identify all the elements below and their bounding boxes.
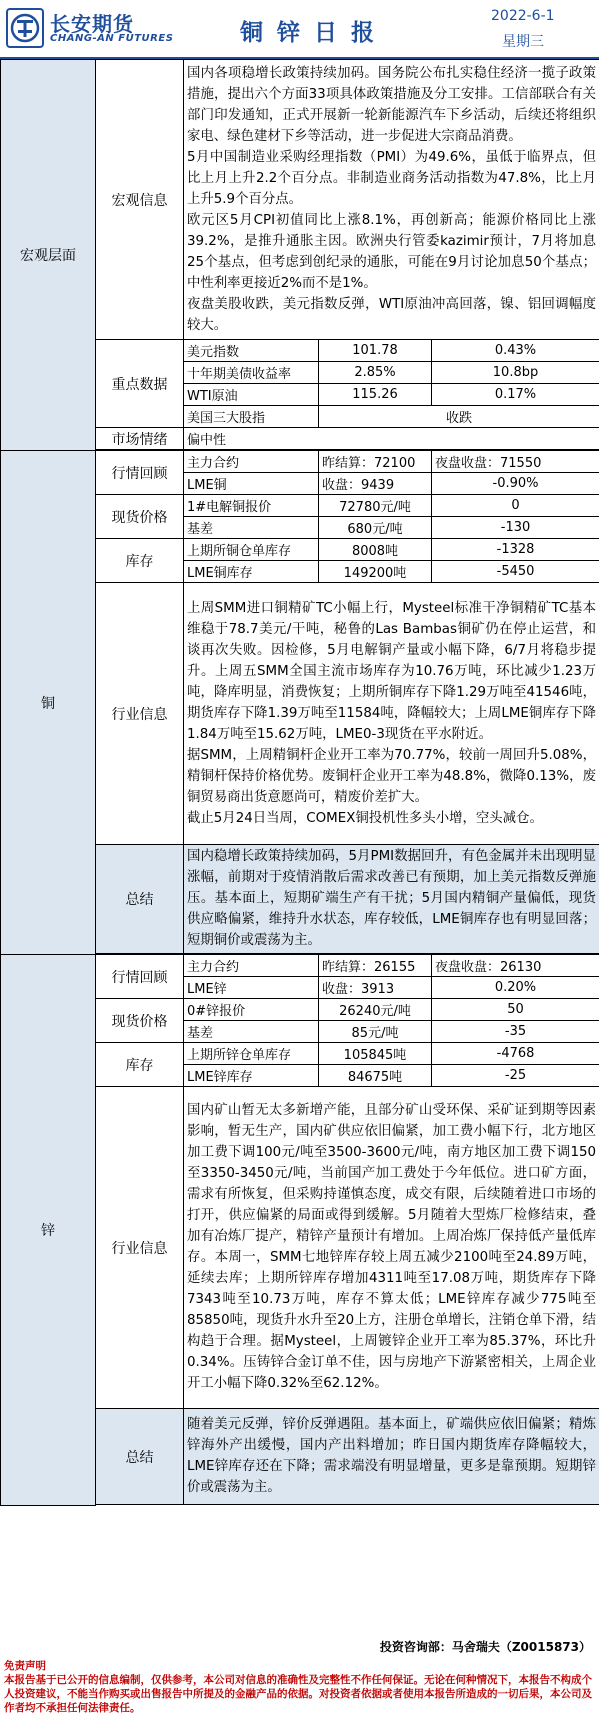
zinc-lme-name: LME锌 bbox=[184, 977, 319, 999]
zinc-inventory-label: 库存 bbox=[96, 1043, 184, 1087]
key-row-value: 2.85% bbox=[319, 362, 432, 384]
copper-spot-change: 0 bbox=[432, 495, 599, 517]
zinc-spot-label: 现货价格 bbox=[96, 999, 184, 1043]
copper-main-settle: 昨结算：72100 bbox=[319, 451, 432, 473]
company-name-cn: 长安期货 bbox=[50, 8, 134, 37]
key-row-name: 十年期美债收益率 bbox=[184, 362, 319, 384]
copper-inv1-value: 8008吨 bbox=[319, 539, 432, 561]
copper-industry-text bbox=[184, 583, 599, 845]
copper-summary-label: 总结 bbox=[96, 845, 184, 954]
copper-inv1-change: -1328 bbox=[432, 539, 599, 561]
report-weekday: 星期三 bbox=[502, 31, 544, 51]
zinc-main-night: 夜盘收盘：26130 bbox=[432, 955, 599, 977]
copper-industry-paragraph: 截止5月24日当周，COMEX铜投机性多头小增，空头减仓。 bbox=[187, 808, 596, 829]
report-table bbox=[0, 59, 599, 1506]
report-title: 铜锌日报 bbox=[240, 14, 388, 47]
copper-inventory-label: 库存 bbox=[96, 539, 184, 583]
copper-lme-change: -0.90% bbox=[432, 473, 599, 495]
key-row-value: 101.78 bbox=[319, 340, 432, 362]
disclaimer-title: 免责声明 bbox=[4, 1659, 596, 1673]
macro-paragraph: 欧元区5月CPI初值同比上涨8.1%，再创新高；能源价格同比上涨39.2%，是推升通胀主因。欧洲央行管委kazimir预计，7月将加息25个基点，但考虑到创纪录的通胀，可能在9月讨论加息50个基点；中性利率更接近2%而不是1%。 bbox=[187, 210, 596, 294]
zinc-spot-value: 26240元/吨 bbox=[319, 999, 432, 1021]
zinc-inv1-value: 105845吨 bbox=[319, 1043, 432, 1065]
copper-industry-paragraph: 据SMM，上周精铜杆企业开工率为70.77%，较前一周回升5.08%，精铜杆保持价格优势。废铜杆企业开工率为48.8%，微降0.13%，废铜贸易商出货意愿尚可，精废价差扩大。 bbox=[187, 745, 596, 808]
zinc-lme-change: 0.20% bbox=[432, 977, 599, 999]
copper-lme-name: LME铜 bbox=[184, 473, 319, 495]
copper-industry-label: 行业信息 bbox=[96, 583, 184, 845]
copper-basis-change: -130 bbox=[432, 517, 599, 539]
sentiment-label: 市场情绪 bbox=[96, 428, 184, 450]
key-row-value: 115.26 bbox=[319, 384, 432, 406]
zinc-main-settle: 昨结算：26155 bbox=[319, 955, 432, 977]
zinc-spot-change: 50 bbox=[432, 999, 599, 1021]
section-copper: 铜 bbox=[1, 451, 96, 955]
disclaimer-block bbox=[4, 1659, 596, 1715]
company-logo bbox=[6, 8, 44, 48]
copper-main-contract: 主力合约 bbox=[184, 451, 319, 473]
copper-inv2-change: -5450 bbox=[432, 561, 599, 583]
sentiment-value: 偏中性 bbox=[184, 428, 599, 450]
zinc-inv1-name: 上期所锌仓单库存 bbox=[184, 1043, 319, 1065]
macro-key-label: 重点数据 bbox=[96, 340, 184, 428]
copper-market-label: 行情回顾 bbox=[96, 451, 184, 495]
zinc-industry-paragraph: 国内矿山暂无太多新增产能，且部分矿山受环保、采矿证到期等因素影响，暂无生产，国内矿供应依旧偏紧，加工费小幅下行，北方地区加工费下调100元/吨至3500-3600元/吨，南方地区加工费下调150至3350-3450元/吨，当前国产加工费处于今年低位。进口矿方面，需求有所恢复，但采购持谨慎态度，成交有限，后续随着进口市场的打开，供应偏紧的局面或得到缓解。5月随着大型炼厂检修结束，叠加有冶炼厂提产，精锌产量预计有增加。上周冶炼厂保持低产量低库存。本周一，SMM七地锌库存较上周五减少2100吨至24.89万吨，延续去库；上期所锌库存增加4311吨至17.08万吨，期货库存下降7343吨至10.73万吨，库存不算太低；LME锌库存减少775吨至85850吨，现货升水升至20上方，注册仓单增长，注销仓单下滑，结构趋于合理。据Mysteel，上周镀锌企业开工率为85.37%，环比升0.34%。压铸锌合金订单不佳，因与房地产下游紧密相关，上周企业开工小幅下降0.32%至62.12%。 bbox=[187, 1100, 596, 1394]
zinc-summary-label: 总结 bbox=[96, 1409, 184, 1505]
key-row-value: 收跌 bbox=[319, 406, 599, 428]
copper-lme-close: 收盘：9439 bbox=[319, 473, 432, 495]
macro-info-label: 宏观信息 bbox=[96, 60, 184, 340]
zinc-inv2-name: LME锌库存 bbox=[184, 1065, 319, 1087]
key-row-change: 10.8bp bbox=[432, 362, 599, 384]
key-row-change: 0.43% bbox=[432, 340, 599, 362]
zinc-basis-change: -35 bbox=[432, 1021, 599, 1043]
macro-info-text bbox=[184, 60, 599, 340]
zinc-basis-value: 85元/吨 bbox=[319, 1021, 432, 1043]
report-header bbox=[0, 0, 599, 57]
copper-main-night: 夜盘收盘：71550 bbox=[432, 451, 599, 473]
copper-summary-text: 国内稳增长政策持续加码，5月PMI数据回升，有色金属并未出现明显涨幅，前期对于疫情消散后需求改善已有预期，加上美元指数反弹施压。基本面上，短期矿端生产有干扰；5月国内精铜产量偏低，现货供应略偏紧，维持升水状态，库存较低，LME铜库存也有明显回落；短期铜价或震荡为主。 bbox=[184, 845, 599, 954]
company-name-en: CHANG-AN FUTURES bbox=[50, 33, 173, 44]
logo-emblem-icon bbox=[9, 11, 41, 45]
key-row-name: 美国三大股指 bbox=[184, 406, 319, 428]
zinc-lme-close: 收盘：3913 bbox=[319, 977, 432, 999]
copper-inv1-name: 上期所铜仓单库存 bbox=[184, 539, 319, 561]
zinc-spot-name: 0#锌报价 bbox=[184, 999, 319, 1021]
copper-spot-label: 现货价格 bbox=[96, 495, 184, 539]
key-row-name: 美元指数 bbox=[184, 340, 319, 362]
zinc-industry-label: 行业信息 bbox=[96, 1087, 184, 1409]
zinc-basis-name: 基差 bbox=[184, 1021, 319, 1043]
copper-basis-value: 680元/吨 bbox=[319, 517, 432, 539]
section-zinc: 锌 bbox=[1, 955, 96, 1506]
analyst-credit: 投资咨询部：马舍瑞夫（Z0015873） bbox=[380, 1638, 591, 1655]
copper-basis-name: 基差 bbox=[184, 517, 319, 539]
key-row-change: 0.17% bbox=[432, 384, 599, 406]
copper-spot-name: 1#电解铜报价 bbox=[184, 495, 319, 517]
zinc-inv1-change: -4768 bbox=[432, 1043, 599, 1065]
macro-paragraph: 夜盘美股收跌，美元指数反弹，WTI原油冲高回落，镍、铝回调幅度较大。 bbox=[187, 294, 596, 336]
key-row-name: WTI原油 bbox=[184, 384, 319, 406]
zinc-industry-text bbox=[184, 1087, 599, 1409]
copper-inv2-name: LME铜库存 bbox=[184, 561, 319, 583]
disclaimer-text: 本报告基于已公开的信息编制，仅供参考，本公司对信息的准确性及完整性不作任何保证。无论在何种情况下，本报告不构成个人投资建议，不能当作购买或出售报告中所提及的金融产品的依据。对投资者依据或者使用本报告所造成的一切后果，本公司及作者均不承担任何法律责任。 bbox=[4, 1673, 596, 1715]
zinc-main-contract: 主力合约 bbox=[184, 955, 319, 977]
macro-paragraph: 国内各项稳增长政策持续加码。国务院公布扎实稳住经济一揽子政策措施，提出六个方面33项具体政策措施及分工安排。工信部联合有关部门印发通知，正式开展新一轮新能源汽车下乡活动，后续还将组织家电、绿色建材下乡等活动，进一步促进大宗商品消费。 bbox=[187, 63, 596, 147]
section-macro: 宏观层面 bbox=[1, 60, 96, 451]
zinc-inv2-change: -25 bbox=[432, 1065, 599, 1087]
copper-industry-paragraph: 上周SMM进口铜精矿TC小幅上行，Mysteel标准干净铜精矿TC基本维稳于78.7美元/干吨，秘鲁的Las Bambas铜矿仍在停止运营，和谈再次失败。因检修，5月电解铜产量或小幅下降，6/7月将稳步提升。上周五SMM全国主流市场库存为10.76万吨，环比减少1.23万吨，降库明显，消费恢复；上期所铜库存下降1.29万吨至41546吨，期货库存下降1.39万吨至11584吨，降幅较大；上周LME铜库存下降1.84万吨至15.62万吨，LME0-3现货在平水附近。 bbox=[187, 598, 596, 745]
zinc-inv2-value: 84675吨 bbox=[319, 1065, 432, 1087]
macro-paragraph: 5月中国制造业采购经理指数（PMI）为49.6%，虽低于临界点，但比上月上升2.2个百分点。非制造业商务活动指数为47.8%，比上月上升5.9个百分点。 bbox=[187, 147, 596, 210]
copper-spot-value: 72780元/吨 bbox=[319, 495, 432, 517]
copper-inv2-value: 149200吨 bbox=[319, 561, 432, 583]
zinc-summary-text: 随着美元反弹，锌价反弹遇阻。基本面上，矿端供应依旧偏紧；精炼锌海外产出缓慢，国内产出料增加；昨日国内期货库存降幅较大，LME锌库存还在下降；需求端没有明显增量，更多是靠预期。短期锌价或震荡为主。 bbox=[184, 1409, 599, 1505]
report-date: 2022-6-1 bbox=[491, 8, 555, 24]
zinc-market-label: 行情回顾 bbox=[96, 955, 184, 999]
